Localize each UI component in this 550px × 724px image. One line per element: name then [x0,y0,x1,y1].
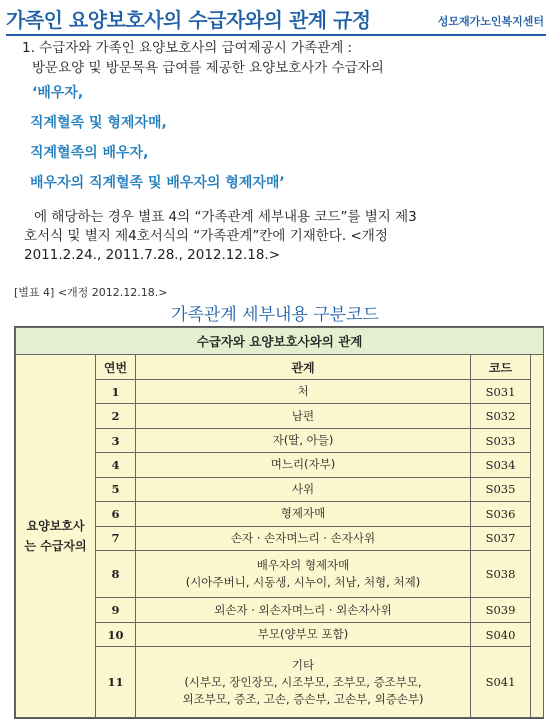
row-code: S033 [471,428,531,452]
relation-2: 직계혈족 및 형제자매, [30,115,167,131]
intro-line-1: 1. 수급자와 가족인 요양보호사의 급여제공시 가족관계 : [22,40,353,56]
table-row [16,502,544,526]
table-row [16,647,544,718]
side-label-line-1: 요양보호사 [26,519,85,533]
intro-continuation [24,208,544,265]
table-row [16,428,544,452]
row-num: 10 [96,622,136,646]
row-relation-line-1: 배우자의 형제자매 [256,558,350,573]
row-code: S038 [471,550,531,598]
row-relation-line-2: (시아주버니, 시동생, 시누이, 처남, 처형, 처제) [185,575,421,590]
column-header-num: 연번 [96,355,136,380]
row-relation: 자(딸, 아들) [136,428,471,452]
after-line-2: 호서식 및 별지 제4호서식의 “가족관계”칸에 기재한다. <개정 [24,228,388,244]
document-header [6,4,546,36]
row-relation: 부모(양부모 포함) [136,622,471,646]
row-num: 7 [96,526,136,550]
side-label-line-2: 는 수급자의 [24,539,87,553]
intro-paragraph [22,38,548,198]
side-label [16,355,96,718]
row-code: S036 [471,502,531,526]
after-line-3: 2011.2.24., 2011.7.28., 2012.12.18.> [24,247,281,263]
row-relation [136,647,471,718]
column-header-relation: 관계 [136,355,471,380]
row-num: 6 [96,502,136,526]
row-relation: 형제자매 [136,502,471,526]
row-num: 3 [96,428,136,452]
relation-code-table [14,326,544,719]
row-code: S040 [471,622,531,646]
relation-1: ‘배우자, [32,85,84,101]
row-code: S032 [471,404,531,428]
table-header: 수급자와 요양보호사와의 관계 [16,328,544,355]
relation-3: 직계혈족의 배우자, [30,145,149,161]
header-divider [6,34,546,36]
organization-name: 성모재가노인복지센터 [437,15,544,28]
row-relation-line-2: (시부모, 장인장모, 시조부모, 조부모, 증조부모, [184,674,422,689]
table-row [16,598,544,622]
row-code: S034 [471,453,531,477]
row-relation [136,550,471,598]
row-num: 11 [96,647,136,718]
row-relation: 처 [136,380,471,404]
table-row [16,453,544,477]
table-row [16,404,544,428]
row-num: 9 [96,598,136,622]
row-relation: 며느리(자부) [136,453,471,477]
table-right-margin [531,355,544,718]
row-code: S041 [471,647,531,718]
table-row [16,622,544,646]
row-relation-line-3: 외조부모, 증조, 고손, 증손부, 고손부, 외증손부) [182,691,424,706]
table-row [16,550,544,598]
row-code: S037 [471,526,531,550]
row-code: S035 [471,477,531,501]
document-title: 가족인 요양보호사의 수급자와의 관계 규정 [6,8,371,32]
row-code: S031 [471,380,531,404]
table-row [16,477,544,501]
row-num: 4 [96,453,136,477]
row-code: S039 [471,598,531,622]
row-num: 2 [96,404,136,428]
row-relation: 외손자 · 외손자며느리 · 외손자사위 [136,598,471,622]
after-line-1: 에 해당하는 경우 별표 4의 “가족관계 세부내용 코드”를 별지 제3 [34,209,417,225]
table-row [16,380,544,404]
intro-line-2: 방문요양 및 방문목욕 급여를 제공한 요양보호사가 수급자의 [32,60,384,76]
relation-4: 배우자의 직계혈족 및 배우자의 형제자매’ [30,175,285,191]
row-relation-line-1: 기타 [291,657,315,672]
column-header-code: 코드 [471,355,531,380]
row-relation: 사위 [136,477,471,501]
row-num: 8 [96,550,136,598]
row-num: 1 [96,380,136,404]
annex-note: [별표 4] <개정 2012.12.18.> [14,286,168,299]
row-relation: 남편 [136,404,471,428]
table-row [16,526,544,550]
row-relation: 손자 · 손자며느리 · 손자사위 [136,526,471,550]
row-num: 5 [96,477,136,501]
table-title: 가족관계 세부내용 구분코드 [171,305,379,325]
